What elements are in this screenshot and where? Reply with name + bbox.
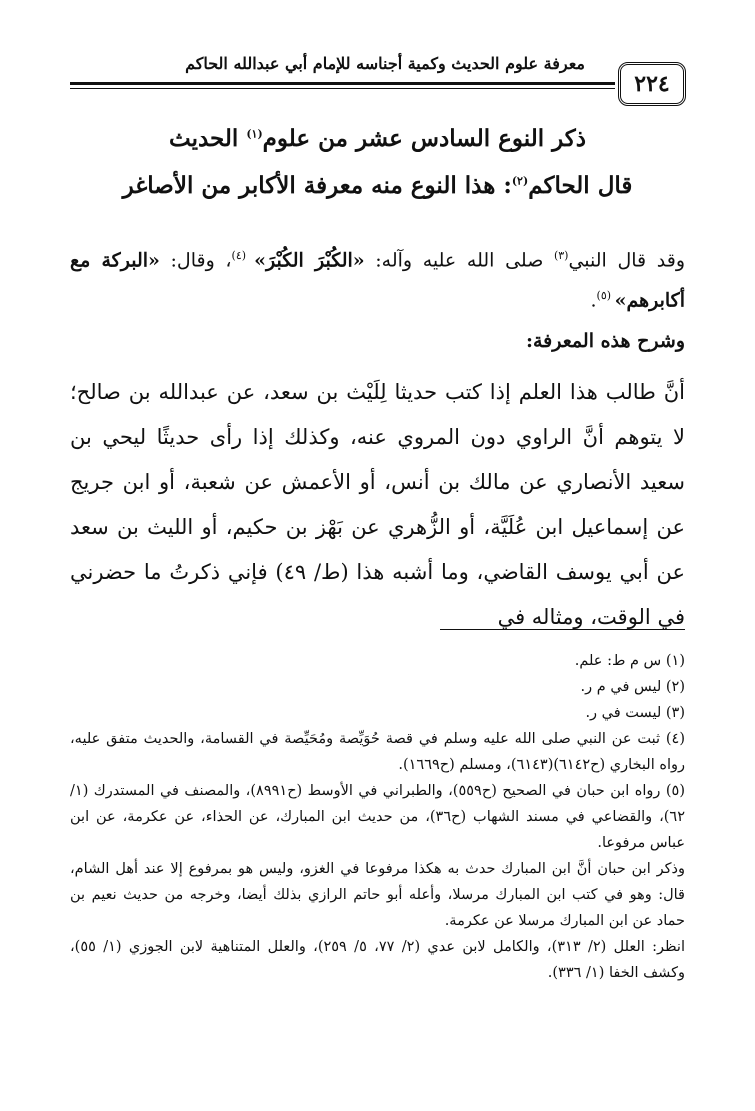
footnote-5-continued: وذكر ابن حبان أنَّ ابن المبارك حدث به هكذا مرفوعا في الغزو، وليس هو بمرفوع إلا عند أهل الشام، قال: وهو في كتب ابن المبارك مرسلا، وأعله أبو حاتم الرازي بذلك أيضا، وخرجه من حديث نعيم بن حماد عن ابن المبارك مرسلا عن عكرمة. bbox=[70, 861, 685, 929]
footnote-3: (٣) ليست في ر. bbox=[585, 705, 685, 721]
footnote-ref-4[interactable]: (٤) bbox=[231, 249, 255, 262]
explanation-paragraph: أنَّ طالب هذا العلم إذا كتب حديثا لِلَيْث بن سعد، عن عبدالله بن صالح؛ لا يتوهم أنَّ الراوي دون المروي عنه، وكذلك إذا رأى حديثًا ليحي بن سعيد الأنصاري عن مالك بن أنس، أو الأعمش عن شعبة، أو ابن جريج عن إسماعيل ابن عُلَيَّة، أو الزُّهري عن بَهْز بن حكيم، أو الليث بن سعد عن أبي يوسف القاضي، وما أشبه هذا (ط/ ٤٩) فإني ذكرتُ ما حضرني في الوقت، ومثاله في bbox=[70, 380, 685, 629]
para1-text-2: صلى الله عليه وآله: bbox=[364, 249, 554, 272]
footnote-ref-5[interactable]: (٥) bbox=[596, 289, 615, 303]
footnote-1: (١) س م ط: علم. bbox=[574, 653, 685, 669]
running-header-title: معرفة علوم الحديث وكمية أجناسه للإمام أبي عبدالله الحاكم bbox=[185, 54, 585, 73]
para1-text-3: ، وقال: bbox=[159, 249, 232, 272]
section-subheading bbox=[70, 172, 685, 199]
footnote-2: (٢) ليس في م ر. bbox=[580, 679, 685, 695]
footnote-separator bbox=[440, 629, 685, 630]
heading-line2-text: قال الحاكم bbox=[528, 172, 633, 199]
explanation-heading: وشرح هذه المعرفة: bbox=[525, 330, 685, 352]
page-number-badge bbox=[618, 62, 686, 106]
footnote-4: (٤) ثبت عن النبي صلى الله عليه وسلم في قصة حُوَيِّصة ومُحَيِّصة في القسامة، والحديث متفق عليه، رواه البخاري (ح٦١٤٢)(٦١٤٣)، ومسلم (ح١٦٦٩). bbox=[70, 731, 685, 773]
footnotes bbox=[70, 648, 685, 986]
heading-line1-text: ذكر النوع السادس عشر من علوم bbox=[262, 125, 586, 152]
header-rule-thin bbox=[70, 88, 615, 89]
footnote-ref-1[interactable]: (١) bbox=[246, 127, 263, 141]
footnote-ref-2[interactable]: (٢) bbox=[511, 174, 529, 188]
hadith-quote-2: «البركة مع أكابرهم» bbox=[70, 249, 685, 312]
section-heading bbox=[70, 125, 685, 152]
header-rule bbox=[70, 82, 615, 85]
heading-line1-end: الحديث bbox=[169, 125, 247, 152]
para1-text-1: وقد قال النبي bbox=[568, 249, 685, 272]
heading-line2-end: : هذا النوع منه معرفة الأكابر من الأصاغر bbox=[122, 172, 512, 199]
intro-paragraph bbox=[70, 238, 685, 319]
para1-text-4: . bbox=[590, 289, 597, 312]
page-number: ٢٢٤ bbox=[634, 71, 670, 97]
footnote-5-references: انظر: العلل (٢/ ٣١٣)، والكامل لابن عدي (٢/ ٧٧، ٥/ ٢٥٩)، والعلل المتناهية لابن الجوزي (١/ ٥٥)، وكشف الخفا (١/ ٣٣٦). bbox=[70, 939, 685, 981]
footnote-ref-3[interactable]: (٣) bbox=[553, 249, 569, 262]
footnote-5: (٥) رواه ابن حبان في الصحيح (ح٥٥٩)، والطبراني في الأوسط (ح٨٩٩١)، والمصنف في المستدرك (١/ ٦٢)، والقضاعي في مسند الشهاب (ح٣٦)، من حديث ابن المبارك، عن الحذاء، عن عكرمة، عن ابن عباس مرفوعا. bbox=[70, 783, 685, 851]
hadith-quote-1: «الكُبْرَ الكُبْرَ» bbox=[254, 249, 365, 272]
